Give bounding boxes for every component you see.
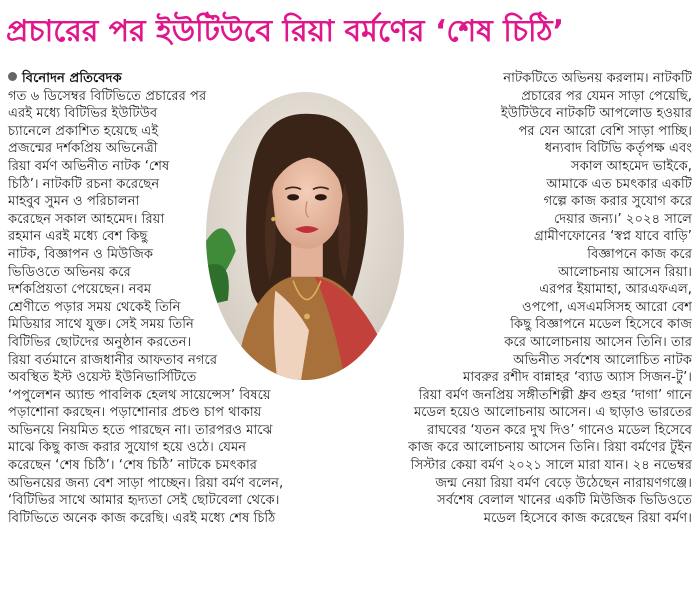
right-column — [354, 70, 692, 527]
left-line: গত ৬ ডিসেম্বর বিটিভিতে প্রচারের পর — [8, 88, 207, 104]
right-line: সর্বশেষ বেলাল খানের একটি মিউজিক ভিডিওতে — [437, 493, 692, 509]
right-line: করে আলোচনায় আসেন তিনি। তার — [504, 334, 692, 350]
left-line: মিডিয়ার সাথে যুক্ত। সেই সময় তিনি — [8, 317, 194, 333]
left-line: শ্রেণীতে পড়ার সময় থেকেই তিনি — [8, 299, 181, 315]
left-line: বিটিভিতে অনেক কাজ করেছি। এরই মধ্যে শেষ চিঠি — [8, 510, 276, 526]
left-line: রিয়া বর্তমানে রাজধানীর আফতাব নগরে — [8, 352, 218, 368]
left-line: ‘বিটিভির সাথে আমার হৃদ্যতা সেই ছোটবেলা থেকে। — [8, 493, 280, 509]
right-line: কিছু বিজ্ঞাপনে মডেল হিসেবে কাজ — [510, 317, 692, 333]
left-line: নাটক, বিজ্ঞাপন ও মিউজিক — [8, 246, 154, 262]
left-line: দর্শকপ্রিয়তা পেয়েছেন। নবম — [8, 282, 152, 298]
portrait-illustration — [206, 92, 404, 380]
right-line: জন্ম নেয়া রিয়া বর্মণ বেড়ে উঠেছেন নারায়ণগঞ্জে। — [435, 475, 692, 491]
right-line: রাঘবের ‘যতন করে দুখ দিও’ গানেও মডেল হিসেবে — [427, 422, 692, 438]
article-body — [8, 64, 692, 586]
byline-text: বিনোদন প্রতিবেদক — [22, 71, 122, 86]
right-line: এরপর ইয়ামাহা, আরএফএল, — [539, 282, 692, 298]
left-line: চ্যানেলে প্রকাশিত হয়েছে এই — [8, 123, 159, 139]
right-line: ধন্যবাদ বিটিভি কর্তৃপক্ষ এবং — [544, 141, 692, 157]
left-line: ভিডিওতে অভিনয় করে — [8, 264, 131, 280]
right-line: প্রচারের পর যেমন সাড়া পেয়েছি, — [521, 88, 692, 104]
left-line: প্রজন্মের দর্শকপ্রিয় অভিনেত্রী — [8, 141, 158, 157]
left-line: এরই মধ্যে বিটিভির ইউটিউব — [8, 106, 158, 122]
portrait-photo — [206, 92, 404, 380]
right-line: মডেল হয়েও আলোচনায় আসেন। এ ছাড়াও ভারতের — [413, 405, 692, 421]
right-line: কাজ করে আলোচনায় আসেন তিনি। রিয়া বর্মণের টুইন — [408, 440, 692, 456]
right-line: আলোচনায় আসেন রিয়া। — [558, 264, 692, 280]
left-line: মাহবুব সুমন ও পরিচালনা — [8, 194, 140, 210]
right-line: দেয়ার জন্য।’ ২০২৪ সালে — [553, 211, 692, 227]
left-line: করেছেন সকাল আহমেদ। রিয়া — [8, 211, 165, 227]
left-line: ‘পপুলেশন অ্যান্ড পাবলিক হেলথ সায়েন্সেস’ বিষয়ে — [8, 387, 271, 403]
headline: প্রচারের পর ইউটিউবে রিয়া বর্মণের ‘শেষ চিঠি’ — [6, 14, 565, 49]
right-line: অভিনীত সর্বশেষ আলোচিত নাটক — [513, 352, 692, 368]
right-line: গ্রামীণফোনের ‘স্বপ্ন যাবে বাড়ি’ — [533, 229, 692, 245]
left-line: মাঝে কিছু কাজ করার সুযোগ হয়ে ওঠে। যেমন — [8, 440, 247, 456]
right-line: রিয়া বর্মণ জনপ্রিয় সঙ্গীতশিল্পী ধ্রুব গুহর ‘দাগা’ গানে — [418, 387, 692, 403]
right-line: গল্পে কাজ করার সুযোগ করে — [543, 194, 692, 210]
left-line: অভিনয়ে নিয়মিত হতে পারছেন না। তারপরও মাঝে — [8, 422, 273, 438]
right-line: সকাল আহমেদ ভাইকে, — [570, 158, 692, 174]
left-line: অবস্থিত ইস্ট ওয়েস্ট ইউনিভার্সিটিতে — [8, 370, 197, 386]
right-line: বিজ্ঞাপনে কাজ করে — [587, 246, 692, 262]
byline-bullet-icon — [8, 72, 17, 81]
right-line: নাটকটিতে অভিনয় করলাম। নাটকটি — [503, 71, 692, 86]
left-line: পড়াশোনা করছেন। পড়াশোনার প্রচণ্ড চাপ থাকায় — [8, 405, 262, 421]
right-line: আমাকে এত চমৎকার একটি — [546, 176, 692, 192]
left-line: অভিনয়ের জন্য বেশ সাড়া পাচ্ছেন। রিয়া বর্মণ বলেন, — [8, 475, 284, 491]
right-line: সিস্টার কেয়া বর্মণ ২০২১ সালে মারা যান। ২৪ নভেম্বর — [410, 458, 692, 474]
left-line: রহমান এরই মধ্যে বেশ কিছু — [8, 229, 148, 245]
left-line: বিটিভির ছোটদের অনুষ্ঠান করতেন। — [8, 334, 192, 350]
portrait-photo-frame — [200, 86, 410, 386]
left-line: রিয়া বর্মণ অভিনীত নাটক ‘শেষ — [8, 158, 170, 174]
right-line: ইউটিউবে নাটকটি আপলোড হওয়ার — [500, 106, 692, 122]
right-line: মডেল হিসেবে কাজ করেছেন রিয়া বর্মণ। — [483, 510, 692, 526]
byline — [8, 70, 348, 88]
left-line: চিঠি’। নাটকটি রচনা করেছেন — [8, 176, 160, 192]
left-line: করেছেন ‘শেষ চিঠি’। ‘শেষ চিঠি’ নাটকে চমৎকার — [8, 458, 258, 474]
right-line: মাবরুর রশীদ বান্নাহর ‘ব্যাড অ্যাস সিজন-টু’। — [463, 370, 692, 386]
right-line: ওপপো, এসএমসিসহ আরো বেশ — [522, 299, 692, 315]
right-line: পর যেন আরো বেশি সাড়া পাচ্ছি। — [518, 123, 692, 139]
